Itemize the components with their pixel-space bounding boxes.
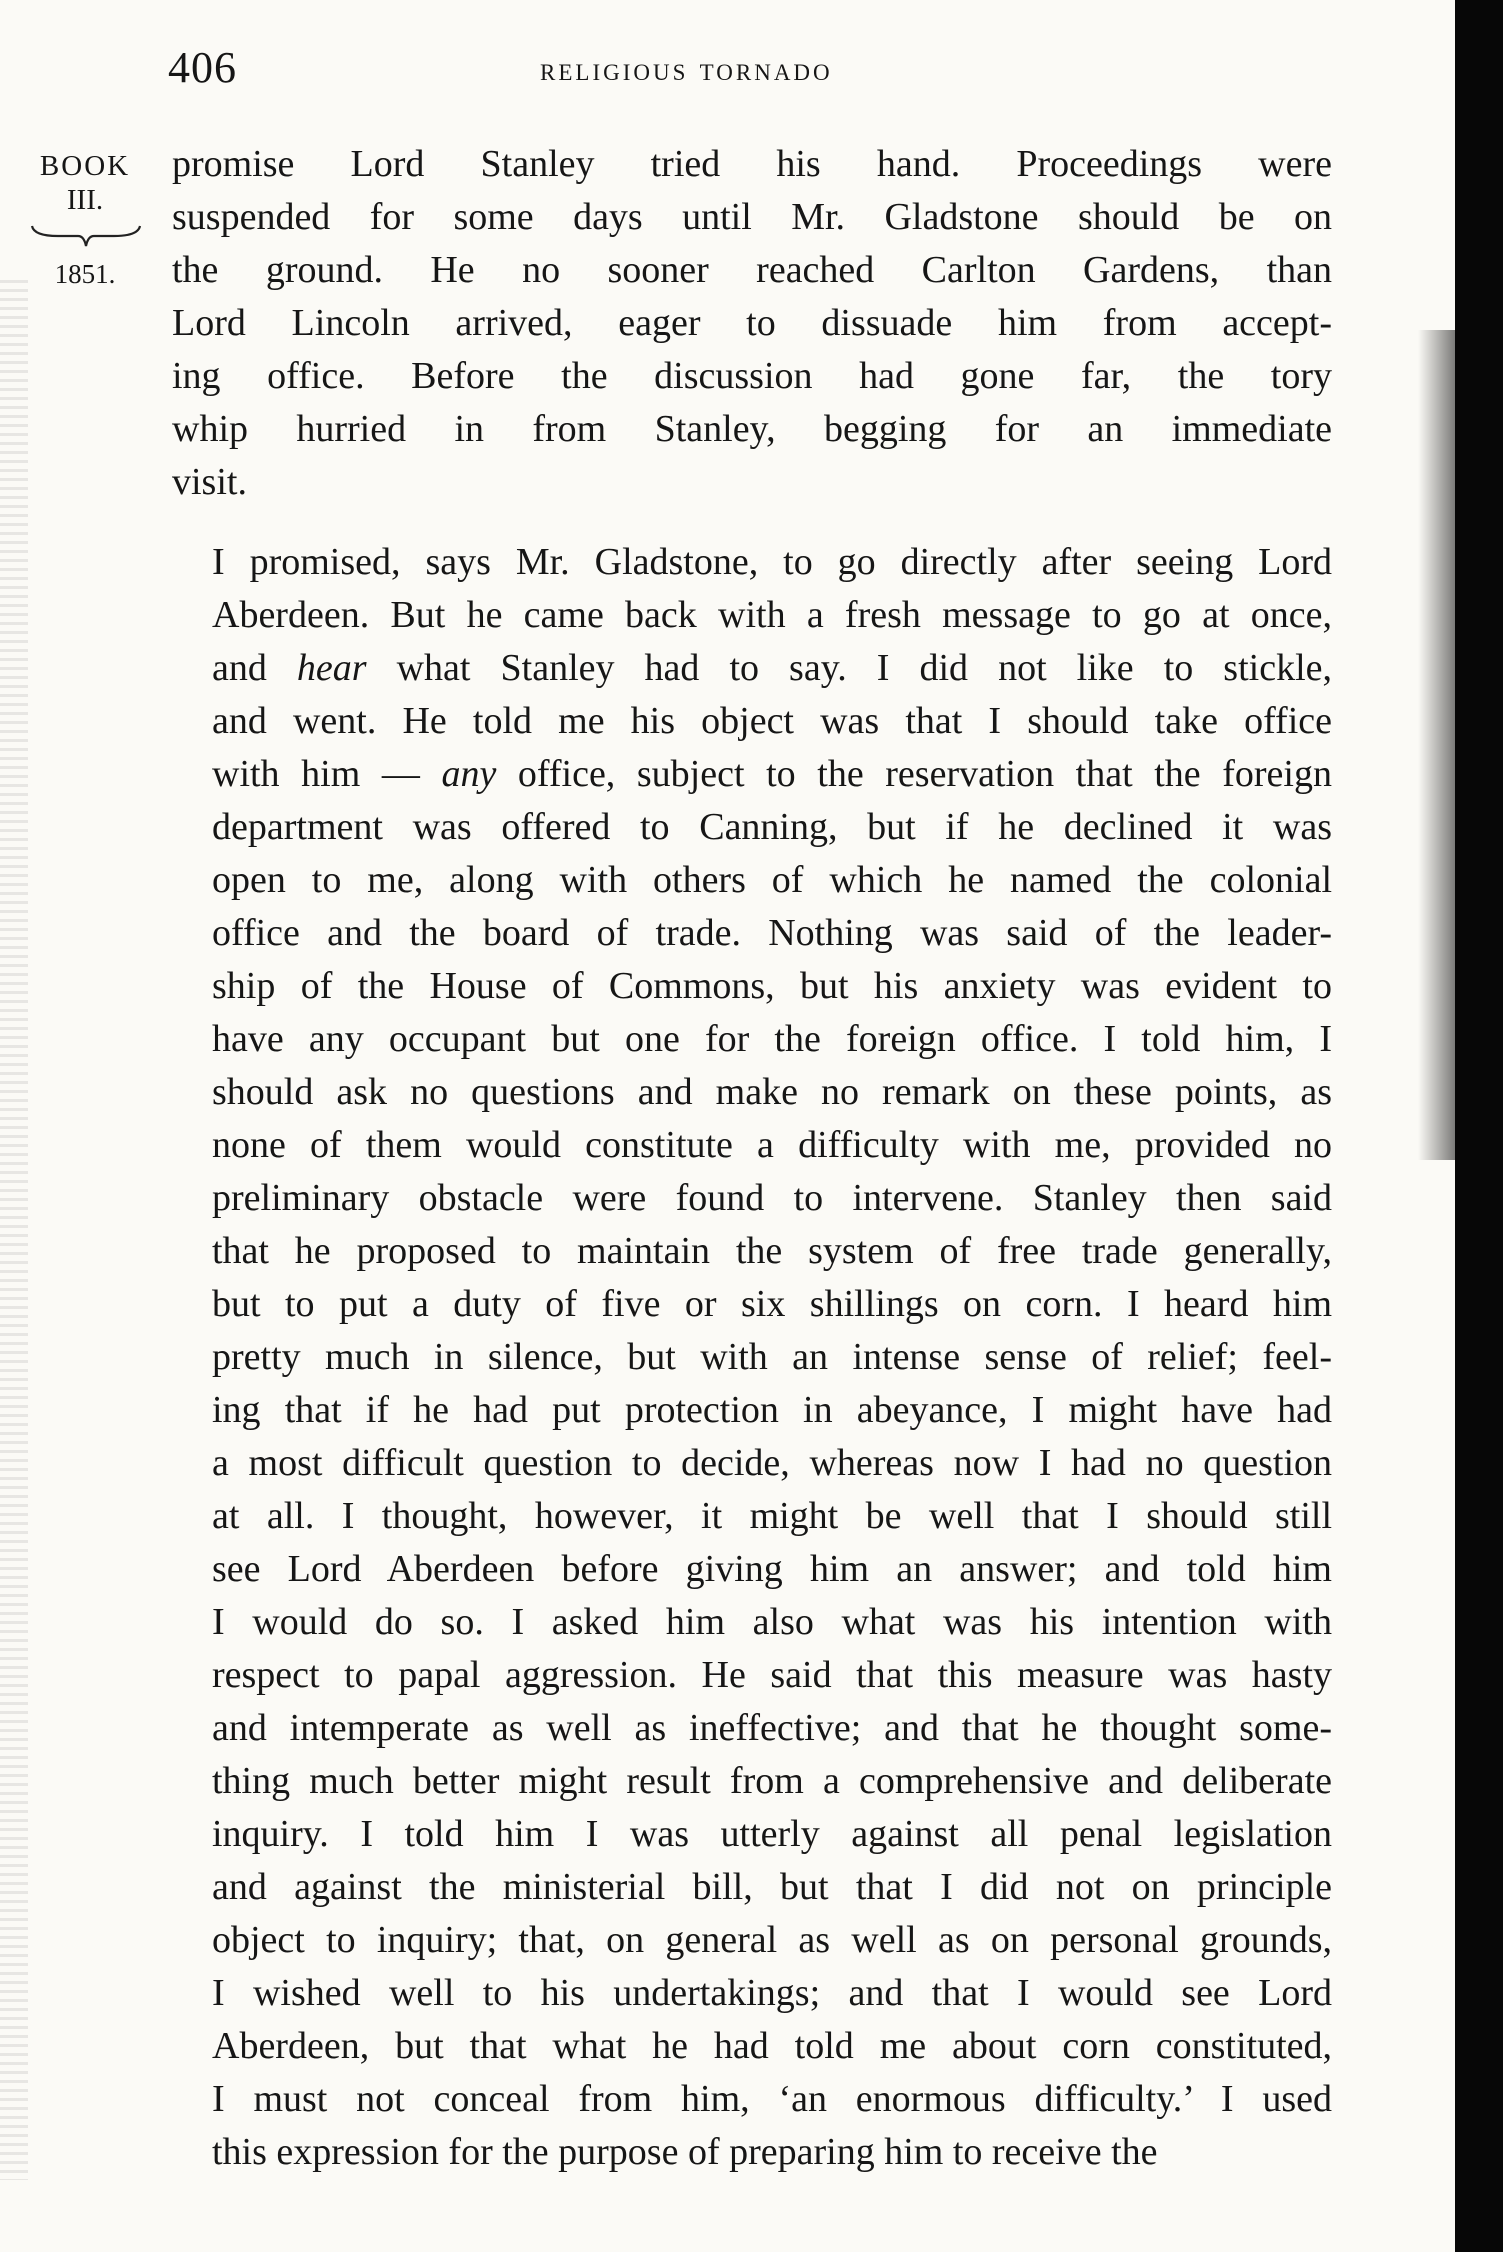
paragraph-2 (172, 536, 1332, 2179)
text-line: visit. (172, 461, 247, 503)
text-line: respect to papal aggression. He said that this measure was hasty (212, 1654, 1332, 1696)
text-line: department was offered to Canning, but if he declined it was (212, 806, 1332, 848)
text-line: at all. I thought, however, it might be well that I should still (212, 1495, 1332, 1537)
text-line: pretty much in silence, but with an intense sense of relief; feel- (212, 1336, 1332, 1378)
text-line: thing much better might result from a comprehensive and deliberate (212, 1760, 1332, 1802)
text-line: that he proposed to maintain the system of free trade generally, (212, 1230, 1332, 1272)
text-line: I must not conceal from him, ‘an enormous difficulty.’ I used (212, 2078, 1332, 2120)
running-title: religious tornado (540, 52, 833, 88)
margin-brace (30, 222, 142, 248)
margin-book-label: BOOK (39, 150, 131, 182)
text-line: whip hurried in from Stanley, begging for an immediate (172, 408, 1332, 450)
text-line: Aberdeen. But he came back with a fresh message to go at once, (212, 594, 1332, 636)
text-line: the ground. He no sooner reached Carlton Gardens, than (172, 249, 1332, 291)
text-line: should ask no questions and make no remark on these points, as (212, 1071, 1332, 1113)
text-line: open to me, along with others of which he named the colonial (212, 859, 1332, 901)
text-line: Lord Lincoln arrived, eager to dissuade him from accept- (172, 302, 1332, 344)
text-line: inquiry. I told him I was utterly against all penal legislation (212, 1813, 1332, 1855)
text-line: I promised, says Mr. Gladstone, to go directly after seeing Lord (212, 541, 1332, 583)
page-edge-shadow (1418, 330, 1458, 1160)
page-edge-speckle (0, 280, 28, 2180)
page-number: 406 (168, 43, 237, 92)
book-spine-shadow (1455, 0, 1503, 2252)
text-line: office and the board of trade. Nothing was said of the leader- (212, 912, 1332, 954)
text-line: see Lord Aberdeen before giving him an answer; and told him (212, 1548, 1332, 1590)
text-line: I wished well to his undertakings; and that I would see Lord (212, 1972, 1332, 2014)
text-line: preliminary obstacle were found to intervene. Stanley then said (212, 1177, 1332, 1219)
text-line: but to put a duty of five or six shillings on corn. I heard him (212, 1283, 1332, 1325)
text-line: suspended for some days until Mr. Gladstone should be on (172, 196, 1332, 238)
paragraph-1 (172, 138, 1332, 509)
text-line: with him — any office, subject to the reservation that the foreign (212, 753, 1332, 795)
text-line: and went. He told me his object was that I should take office (212, 700, 1332, 742)
emphasis: any (441, 753, 497, 795)
margin-year: 1851. (54, 259, 116, 289)
text-line: promise Lord Stanley tried his hand. Proceedings were (172, 143, 1332, 185)
text-line: and hear what Stanley had to say. I did not like to stickle, (212, 647, 1332, 689)
emphasis: hear (296, 647, 367, 689)
text-line: and against the ministerial bill, but that I did not on principle (212, 1866, 1332, 1908)
text-line: a most difficult question to decide, whereas now I had no question (212, 1442, 1332, 1484)
text-line: ship of the House of Commons, but his anxiety was evident to (212, 965, 1332, 1007)
text-line: ing office. Before the discussion had gone far, the tory (172, 355, 1332, 397)
text-line: I would do so. I asked him also what was his intention with (212, 1601, 1332, 1643)
text-line: none of them would constitute a difficulty with me, provided no (212, 1124, 1332, 1166)
text-line: ing that if he had put protection in abeyance, I might have had (212, 1389, 1332, 1431)
text-line: object to inquiry; that, on general as well as on personal grounds, (212, 1919, 1332, 1961)
text-line: Aberdeen, but that what he had told me about corn constituted, (212, 2025, 1332, 2067)
text-line: have any occupant but one for the foreign office. I told him, I (212, 1018, 1332, 1060)
text-line: and intemperate as well as ineffective; and that he thought some- (212, 1707, 1332, 1749)
margin-book-number: III. (66, 184, 104, 216)
text-line: this expression for the purpose of preparing him to receive the (212, 2131, 1158, 2173)
